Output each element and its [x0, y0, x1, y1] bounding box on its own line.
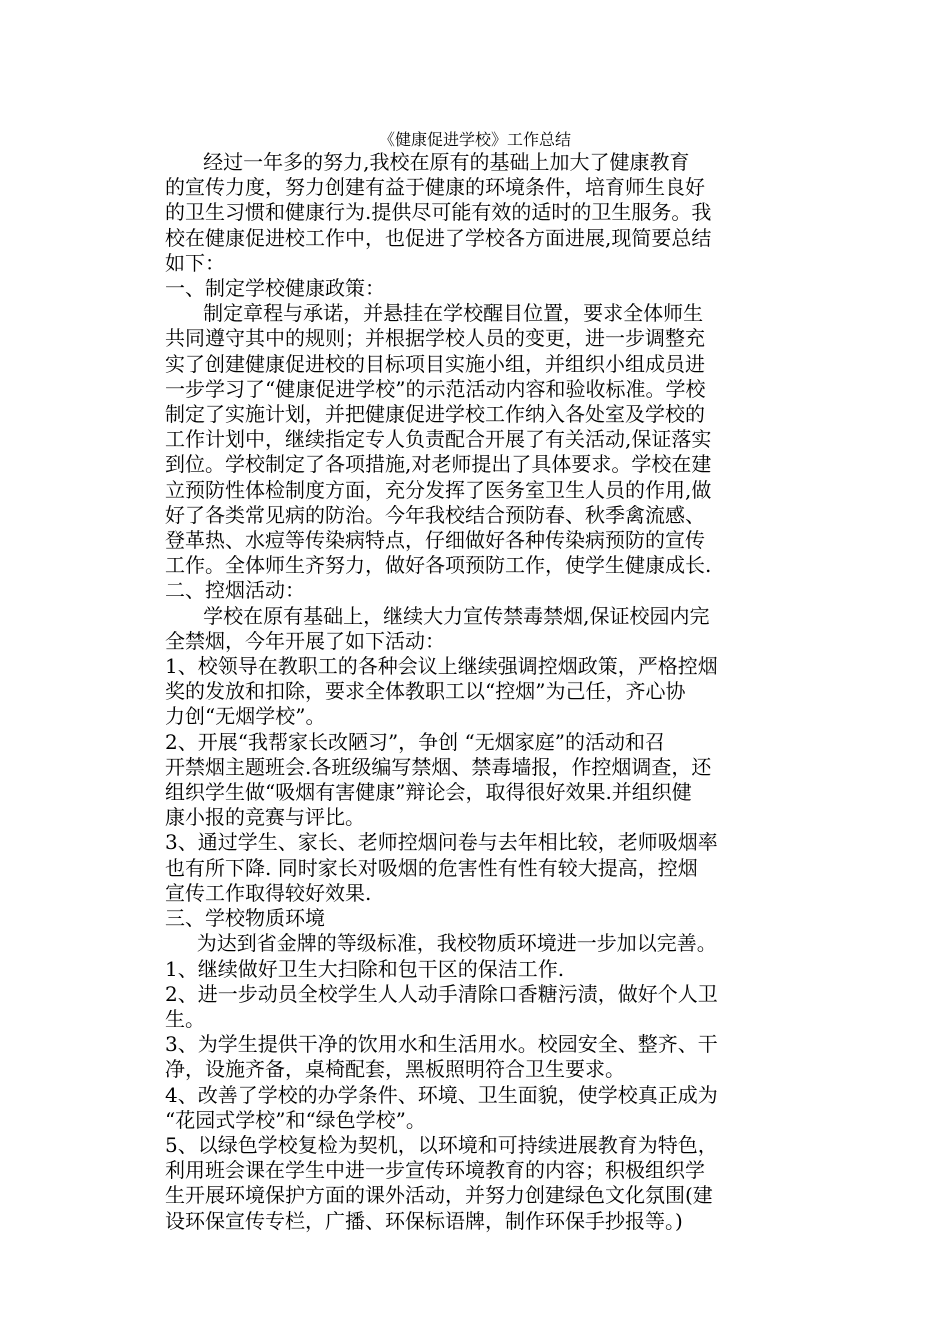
text-line: 3、为学生提供干净的饮用水和生活用水。校园安全、整齐、干 [165, 1032, 718, 1057]
text-line: 生开展环境保护方面的课外活动，并努力创建绿色文化氛围(建 [165, 1183, 713, 1208]
text-line: 的宣传力度，努力创建有益于健康的环境条件，培育师生良好 [165, 175, 705, 200]
text-line: 设环保宣传专栏，广播、环保标语牌，制作环保手抄报等。) [165, 1208, 683, 1233]
section-heading: 一、制定学校健康政策： [165, 276, 385, 301]
text-line: 力创“无烟学校”。 [165, 704, 326, 729]
document-title: 《健康促进学校》工作总结 [378, 130, 571, 149]
text-line: 实了创建健康促进校的目标项目实施小组，并组织小组成员进 [165, 351, 705, 376]
section-heading: 三、学校物质环境 [165, 906, 325, 931]
text-line: 组织学生做“吸烟有害健康”辩论会，取得很好效果.并组织健 [165, 780, 692, 805]
text-line: 1、继续做好卫生大扫除和包干区的保洁工作. [165, 956, 565, 981]
document-body [165, 150, 785, 1234]
text-line: 全禁烟，今年开展了如下活动： [165, 628, 445, 653]
text-line: 宣传工作取得较好效果. [165, 880, 372, 905]
text-line: 奖的发放和扣除，要求全体教职工以“控烟”为己任，齐心协 [165, 679, 686, 704]
text-line: 3、通过学生、家长、老师控烟问卷与去年相比较，老师吸烟率 [165, 830, 718, 855]
section-heading: 二、控烟活动： [165, 578, 305, 603]
text-line: 2、开展“我帮家长改陋习”，争创 “无烟家庭”的活动和召 [165, 729, 665, 754]
text-line: 到位。学校制定了各项措施,对老师提出了具体要求。学校在建 [165, 452, 712, 477]
text-line: 1、校领导在教职工的各种会议上继续强调控烟政策，严格控烟 [165, 654, 718, 679]
text-line: 开禁烟主题班会.各班级编写禁烟、禁毒墙报，作控烟调查，还 [165, 754, 712, 779]
text-line: 康小报的竞赛与评比。 [165, 805, 365, 830]
text-line: 共同遵守其中的规则；并根据学校人员的变更，进一步调整充 [165, 326, 705, 351]
text-line: 4、改善了学校的办学条件、环境、卫生面貌，使学校真正成为 [165, 1082, 718, 1107]
text-line: 也有所下降. 同时家长对吸烟的危害性有性有较大提高，控烟 [165, 855, 698, 880]
text-line: 2、进一步动员全校学生人人动手清除口香糖污渍，做好个人卫 [165, 981, 718, 1006]
text-line: “花园式学校”和“绿色学校”。 [165, 1107, 426, 1132]
text-line: 的卫生习惯和健康行为.提供尽可能有效的适时的卫生服务。我 [165, 200, 712, 225]
text-line: 登革热、水痘等传染病特点，仔细做好各种传染病预防的宣传 [165, 528, 705, 553]
text-line: 学校在原有基础上，继续大力宣传禁毒禁烟,保证校园内完 [165, 603, 710, 628]
text-line: 生。 [165, 1006, 205, 1031]
text-line: 5、以绿色学校复检为契机，以环境和可持续进展教育为特色， [165, 1132, 718, 1157]
text-line: 校在健康促进校工作中，也促进了学校各方面进展,现简要总结 [165, 225, 712, 250]
text-line: 制定章程与承诺，并悬挂在学校醒目位置，要求全体师生 [165, 301, 704, 326]
text-line: 工作。全体师生齐努力，做好各项预防工作，使学生健康成长. [165, 553, 712, 578]
text-line: 制定了实施计划，并把健康促进学校工作纳入各处室及学校的 [165, 402, 705, 427]
text-line: 为达到省金牌的等级标准，我校物质环境进一步加以完善。 [165, 931, 717, 956]
text-line: 净，设施齐备，桌椅配套，黑板照明符合卫生要求。 [165, 1057, 625, 1082]
text-line: 利用班会课在学生中进一步宣传环境教育的内容；积极组织学 [165, 1158, 705, 1183]
text-line: 如下： [165, 250, 225, 275]
text-line: 好了各类常见病的防治。今年我校结合预防春、秋季禽流感、 [165, 502, 705, 527]
text-line: 立预防性体检制度方面，充分发挥了医务室卫生人员的作用,做 [165, 477, 712, 502]
text-line: 一步学习了“健康促进学校”的示范活动内容和验收标准。学校 [165, 376, 706, 401]
text-line: 工作计划中，继续指定专人负责配合开展了有关活动,保证落实 [165, 427, 712, 452]
text-line: 经过一年多的努力,我校在原有的基础上加大了健康教育 [165, 150, 690, 174]
